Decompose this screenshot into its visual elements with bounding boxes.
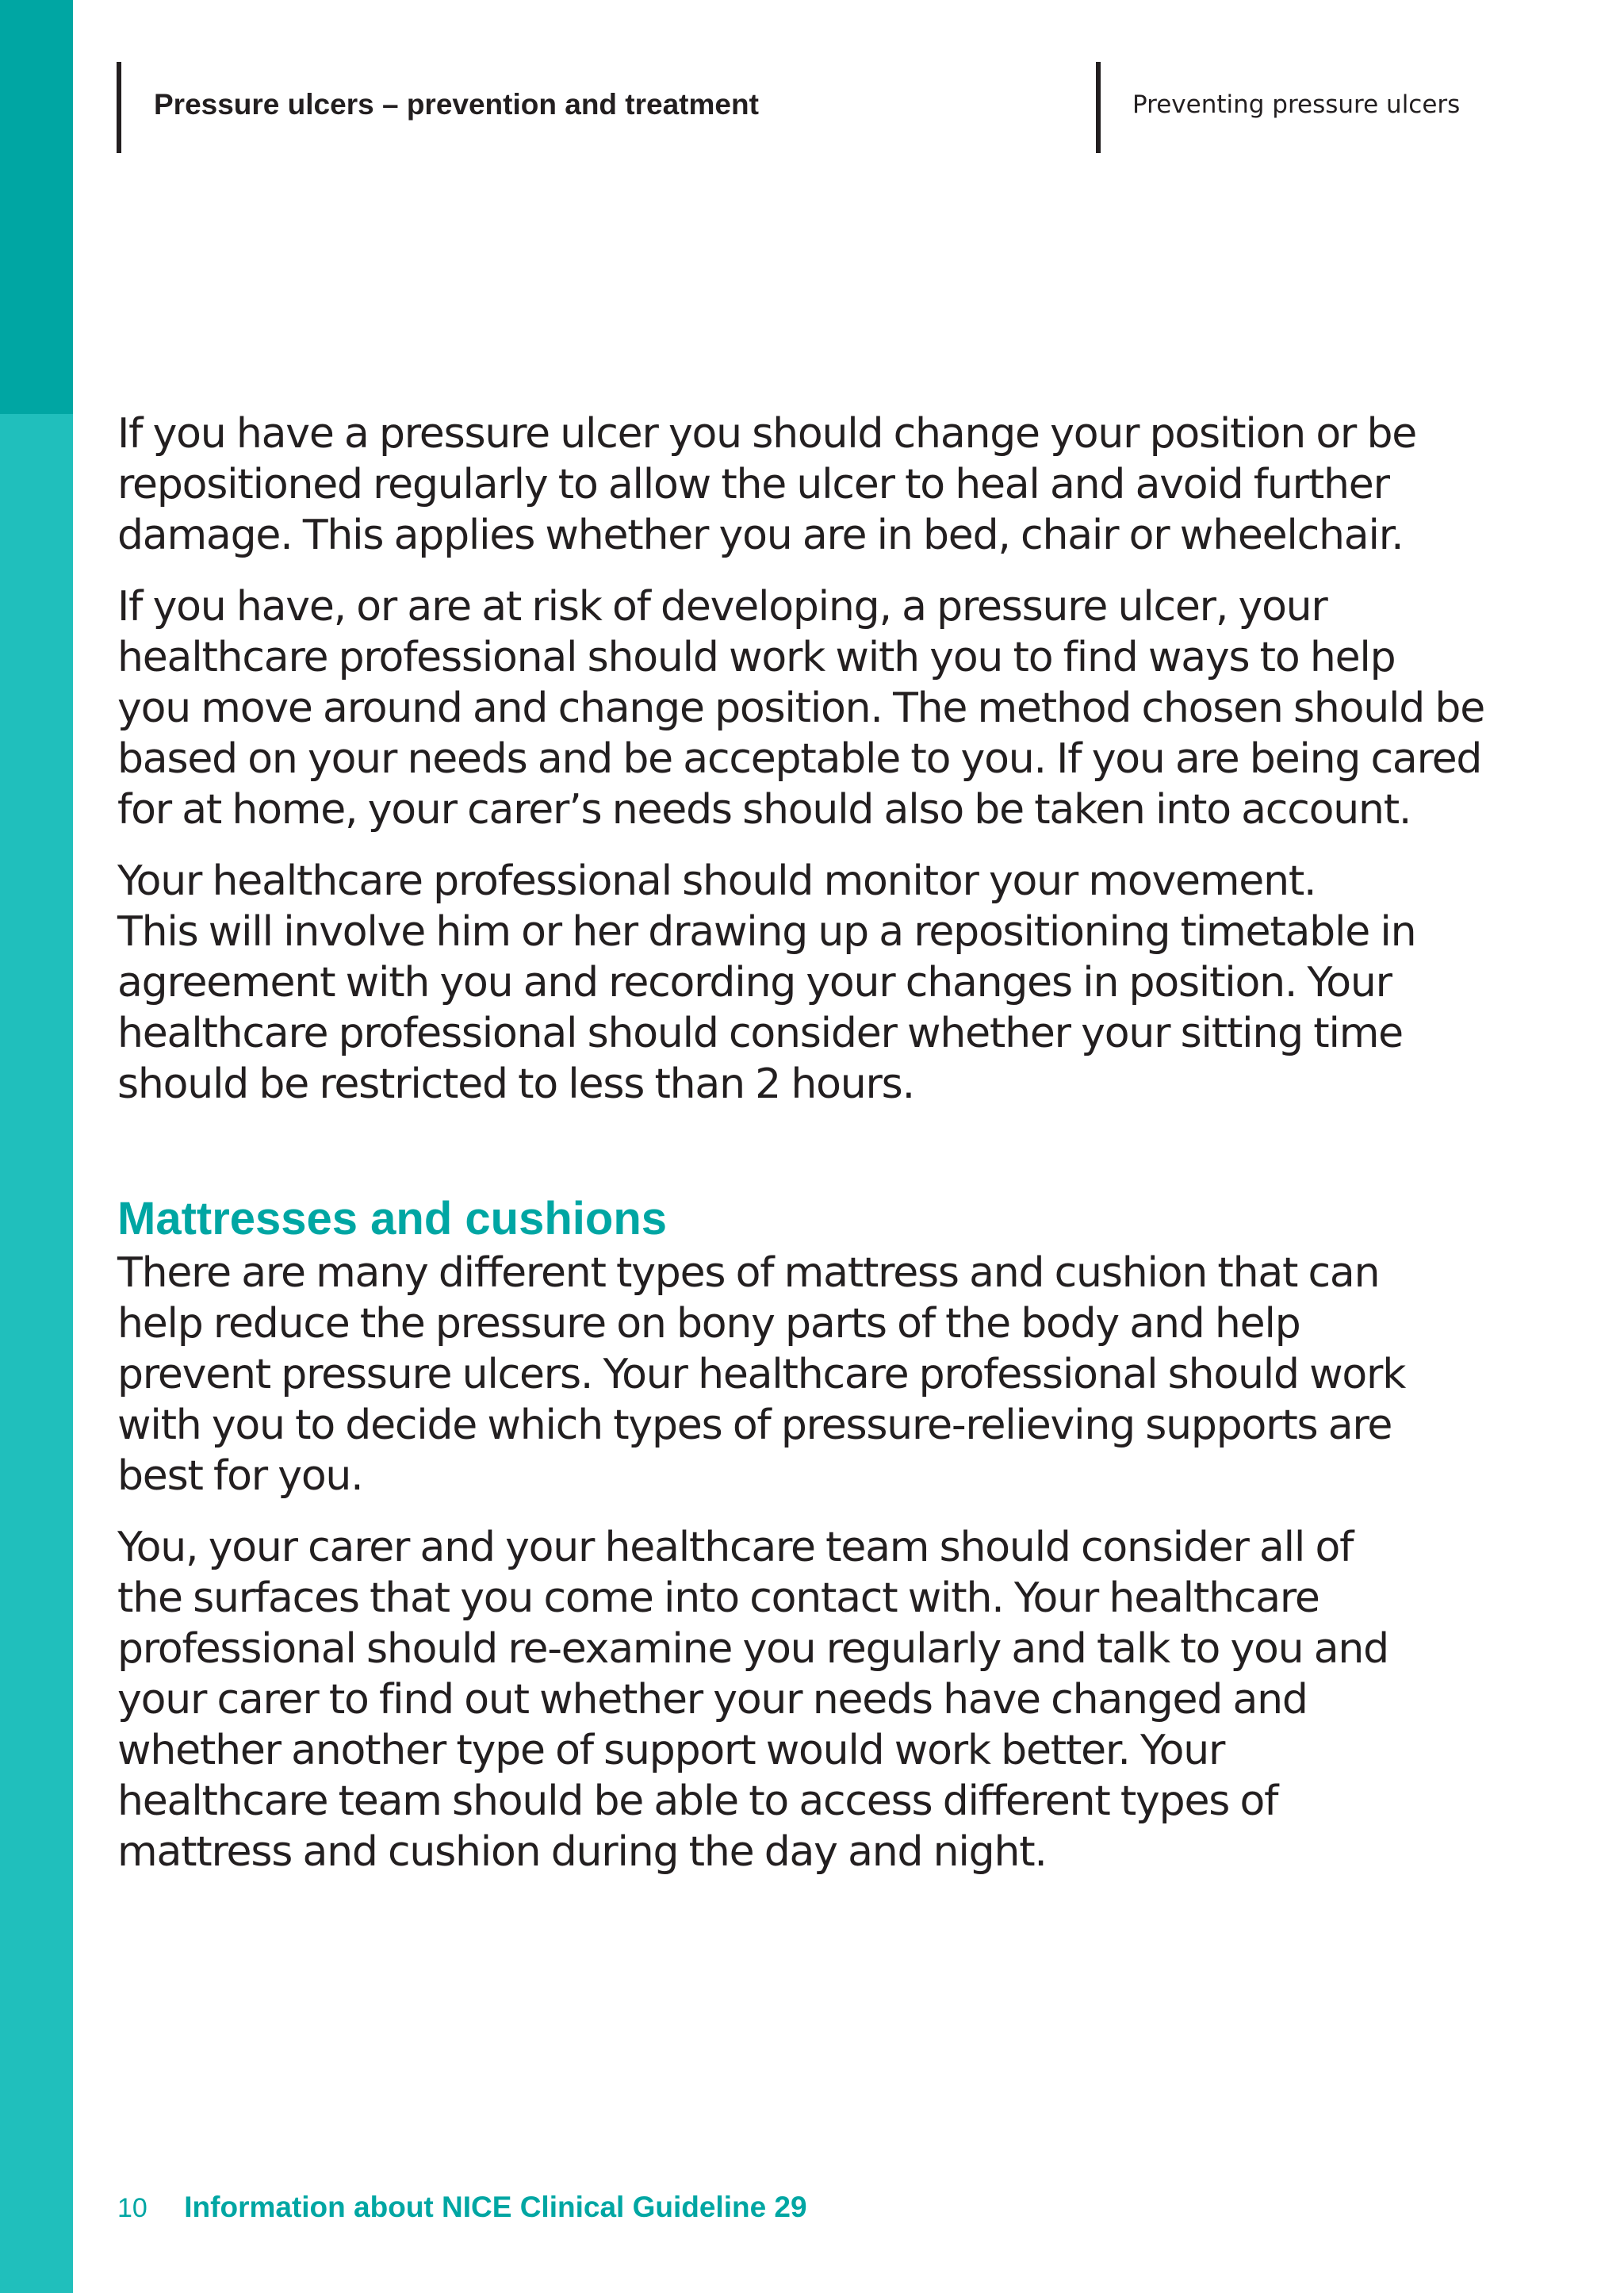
section-spacer [117, 1130, 1545, 1191]
header-rule-right [1096, 62, 1101, 153]
footer-title: Information about NICE Clinical Guideline 29 [184, 2191, 807, 2223]
body-paragraph: Your healthcare professional should monitor your movement. This will involve him or her drawing up a repositioning timetable in agreement with you and recording your changes in position. Your healthcare professional should consider whether your sitting time should be restricted to less than 2 hours. [117, 857, 1416, 1108]
body-paragraph: If you have a pressure ulcer you should change your position or be repositioned regularly to allow the ulcer to heal and avoid further damage. This applies whether you are in bed, chair or wheelchair. [117, 410, 1417, 559]
side-color-band-top [0, 0, 73, 414]
running-header-section: Preventing pressure ulcers [1132, 90, 1461, 119]
page-number: 10 [117, 2193, 147, 2223]
body-paragraph: If you have, or are at risk of developing, a pressure ulcer, your healthcare professional should work with you to find ways to help you move around and change position. The method chosen should be based on your needs and be acceptable to you. If you are being cared for at home, your carer’s needs should also be taken into account. [117, 583, 1485, 834]
running-header-title: Pressure ulcers – prevention and treatment [154, 88, 759, 121]
side-color-band-bottom [0, 414, 73, 2293]
body-paragraph: There are many different types of mattress and cushion that can help reduce the pressure on bony parts of the body and help prevent pressure ulcers. Your healthcare professional should work with you to decide which types of pressure-relieving supports are best for you. [117, 1249, 1406, 1500]
header-rule-left [117, 62, 121, 153]
body-paragraph: You, your carer and your healthcare team should consider all of the surfaces that you come into contact with. Your healthcare professional should re-examine you regularly and talk to you and your carer to find out whether your needs have changed and whether another type of support would work better. Your healthcare team should be able to access different types of mattress and cushion during the day and night. [117, 1524, 1388, 1876]
page-footer [117, 2191, 807, 2224]
section-heading: Mattresses and cushions [117, 1193, 667, 1244]
main-content [117, 408, 1545, 1898]
